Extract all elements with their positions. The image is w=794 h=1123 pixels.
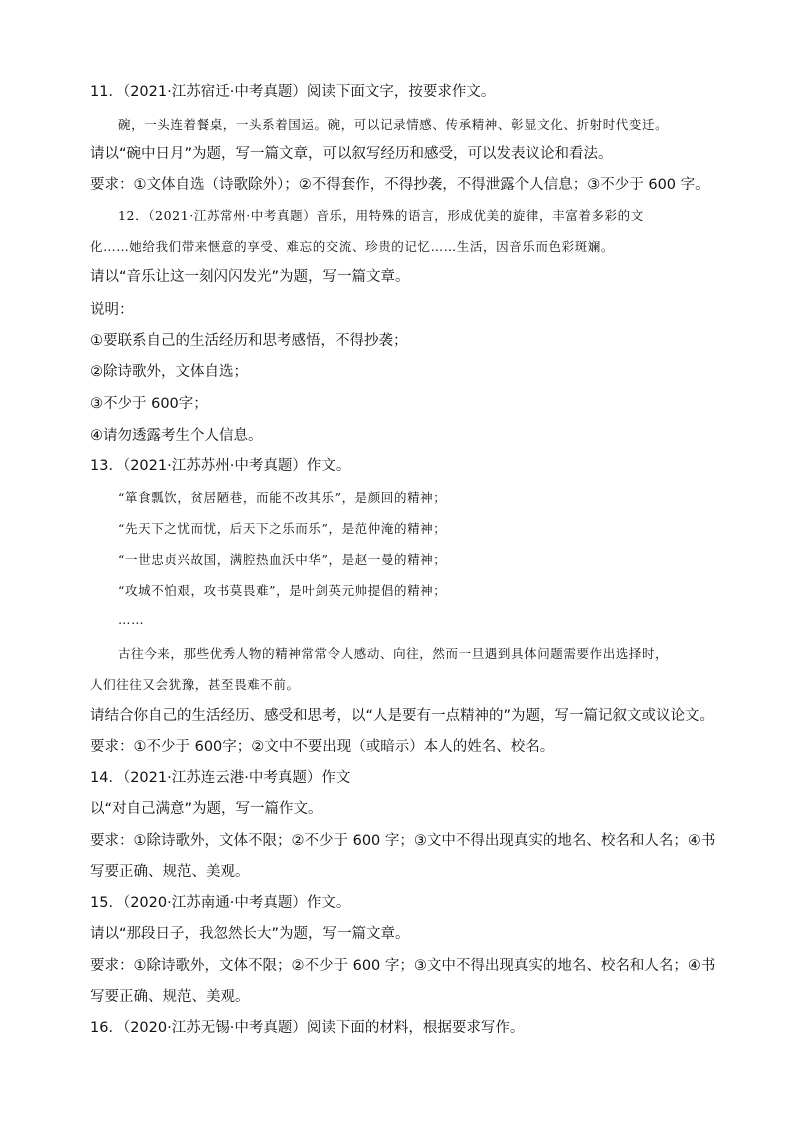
question-13-quote: “一世忠贞兴故国，满腔热血沃中华”，是赵一曼的精神；: [118, 552, 447, 567]
question-13-quote: “箪食瓢饮，贫居陋巷，而能不改其乐”，是颜回的精神；: [118, 490, 447, 505]
question-14-heading: 14．（2021·江苏连云港·中考真题）作文: [90, 770, 351, 786]
question-15-requirements: 要求：①除诗歌外，文体不限；②不少于 600 字；③文中不得出现真实的地名、校名和人名；④书: [90, 958, 716, 974]
question-14-requirements: 写要正确、规范、美观。: [90, 864, 250, 880]
question-13-requirements: 要求：①不少于 600字；②文中不要出现（或暗示）本人的姓名、校名。: [90, 739, 555, 755]
question-15-requirements: 写要正确、规范、美观。: [90, 989, 250, 1005]
question-12-note-label: 说明：: [90, 302, 134, 318]
question-13-prompt: 请结合你自己的生活经历、感受和思考，以“人是要有一点精神的”为题，写一篇记叙文或议论文。: [90, 708, 715, 724]
question-13-heading: 13．（2021·江苏苏州·中考真题）作文。: [90, 458, 351, 474]
question-15-prompt: 请以“那段日子，我忽然长大”为题，写一篇文章。: [90, 926, 410, 942]
question-13-material: 古往今来，那些优秀人物的精神常常令人感动、向往，然而一旦遇到具体问题需要作出选择时，: [118, 646, 669, 661]
question-11-material: 碗，一头连着餐桌，一头系着国运。碗，可以记录情感、传承精神、彰显文化、折射时代变迁。: [118, 117, 669, 132]
question-15-heading: 15．（2020·江苏南通·中考真题）作文。: [90, 895, 351, 911]
question-12-prompt: 请以“音乐让这一刻闪闪发光”为题，写一篇文章。: [90, 269, 410, 285]
question-12-heading: 12．（2021·江苏常州·中考真题）音乐，用特殊的语言，形成优美的旋律，丰富着多彩的文: [118, 208, 644, 223]
question-12-note-item: ③不少于 600字；: [90, 396, 208, 412]
question-11-prompt: 请以“碗中日月”为题，写一篇文章，可以叙写经历和感受，可以发表议论和看法。: [90, 146, 613, 162]
question-13-material: 人们往往又会犹豫，甚至畏难不前。: [90, 677, 300, 692]
question-12-note-item: ④请勿透露考生个人信息。: [90, 428, 263, 444]
question-16-heading: 16．（2020·江苏无锡·中考真题）阅读下面的材料，根据要求写作。: [90, 1020, 525, 1036]
question-12-note-item: ②除诗歌外，文体自选；: [90, 364, 248, 380]
question-14-requirements: 要求：①除诗歌外，文体不限；②不少于 600 字；③文中不得出现真实的地名、校名和人名；④书: [90, 833, 716, 849]
question-14-prompt: 以“对自己满意”为题，写一篇作文。: [90, 801, 323, 817]
question-11-heading: 11．（2021·江苏宿迁·中考真题）阅读下面文字，按要求作文。: [90, 84, 496, 100]
question-11-requirements: 要求：①文体自选（诗歌除外）；②不得套作，不得抄袭，不得泄露个人信息；③不少于 600 字。: [90, 177, 710, 193]
question-13-quote: “攻城不怕艰，攻书莫畏难”，是叶剑英元帅提倡的精神；: [118, 583, 447, 598]
question-13-quote: “先天下之忧而忧，后天下之乐而乐”，是范仲淹的精神；: [118, 521, 447, 536]
question-13-ellipsis: ……: [118, 612, 145, 627]
question-12-material: 化……她给我们带来惬意的享受、难忘的交流、珍贵的记忆……生活，因音乐而色彩斑斓。: [90, 239, 615, 254]
question-12-note-item: ①要联系自己的生活经历和思考感悟，不得抄袭；: [90, 333, 408, 349]
